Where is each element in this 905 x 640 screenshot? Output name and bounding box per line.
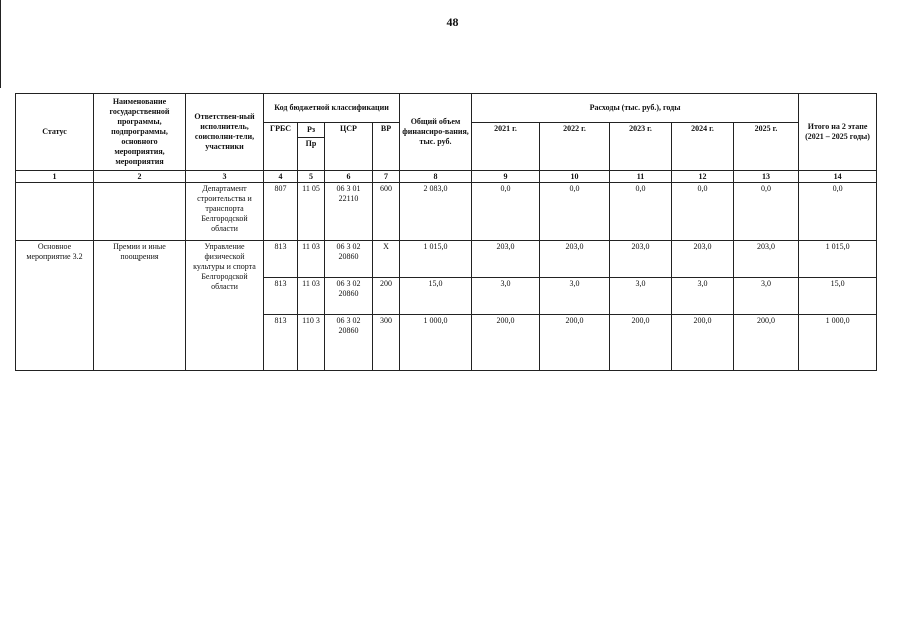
header-vr: ВР: [373, 123, 400, 171]
header-budget-code: Код бюджетной классификации: [264, 94, 400, 123]
cell-rz-pr: 110 3: [298, 315, 325, 371]
header-stage-total: Итого на 2 этапе (2021 – 2025 годы): [799, 94, 877, 171]
cell-2024: 0,0: [672, 183, 734, 241]
cell-csr: 06 3 01 22110: [325, 183, 373, 241]
cell-grbs: 807: [264, 183, 298, 241]
cell-csr: 06 3 02 20860: [325, 241, 373, 278]
cell-total: 15,0: [400, 278, 472, 315]
cell-2025: 3,0: [734, 278, 799, 315]
cell-2025: 0,0: [734, 183, 799, 241]
column-number: 11: [610, 171, 672, 183]
cell-2023: 200,0: [610, 315, 672, 371]
column-number: 2: [94, 171, 186, 183]
column-number: 14: [799, 171, 877, 183]
cell-rz-pr: 11 05: [298, 183, 325, 241]
header-total-volume: Общий объем финансиро-вания, тыс. руб.: [400, 94, 472, 171]
cell-2025: 200,0: [734, 315, 799, 371]
cell-2023: 3,0: [610, 278, 672, 315]
column-number: 4: [264, 171, 298, 183]
cell-total: 2 083,0: [400, 183, 472, 241]
cell-2022: 3,0: [540, 278, 610, 315]
page-number: 48: [446, 15, 459, 29]
cell-2021: 0,0: [472, 183, 540, 241]
cell-2021: 203,0: [472, 241, 540, 278]
header-rz: Рз: [298, 123, 325, 138]
cell-responsible: Департамент строительства и транспорта Белгородской области: [186, 183, 264, 241]
cell-rz-pr: 11 03: [298, 278, 325, 315]
cell-2021: 200,0: [472, 315, 540, 371]
column-number: 8: [400, 171, 472, 183]
cell-stage-total: 0,0: [799, 183, 877, 241]
cell-csr: 06 3 02 20860: [325, 315, 373, 371]
column-number-row: [16, 171, 877, 183]
cell-grbs: 813: [264, 278, 298, 315]
cell-2023: 0,0: [610, 183, 672, 241]
column-number: 7: [373, 171, 400, 183]
cell-name: [94, 183, 186, 241]
header-csr: ЦСР: [325, 123, 373, 171]
cell-vr: Х: [373, 241, 400, 278]
header-year-2025: 2025 г.: [734, 123, 799, 171]
budget-table: [15, 93, 877, 371]
left-margin-rule: [0, 0, 1, 88]
cell-2022: 203,0: [540, 241, 610, 278]
header-name: Наименование государственной программы, подпрограммы, основного мероприятия, мероприятия: [94, 94, 186, 171]
cell-grbs: 813: [264, 241, 298, 278]
cell-rz-pr: 11 03: [298, 241, 325, 278]
cell-2023: 203,0: [610, 241, 672, 278]
column-number: 3: [186, 171, 264, 183]
header-year-2024: 2024 г.: [672, 123, 734, 171]
header-row-1: [16, 94, 877, 123]
cell-total: 1 015,0: [400, 241, 472, 278]
header-responsible: Ответствен-ный исполнитель, соисполни-тели, участники: [186, 94, 264, 171]
cell-2024: 203,0: [672, 241, 734, 278]
cell-2024: 200,0: [672, 315, 734, 371]
cell-grbs: 813: [264, 315, 298, 371]
cell-total: 1 000,0: [400, 315, 472, 371]
column-number: 9: [472, 171, 540, 183]
cell-status: Основное мероприятие 3.2: [16, 241, 94, 371]
column-number: 12: [672, 171, 734, 183]
header-year-2022: 2022 г.: [540, 123, 610, 171]
cell-2025: 203,0: [734, 241, 799, 278]
cell-responsible: Управление физической культуры и спорта Белгородской области: [186, 241, 264, 371]
cell-stage-total: 15,0: [799, 278, 877, 315]
cell-vr: 200: [373, 278, 400, 315]
header-pr: Пр: [298, 138, 325, 171]
cell-2022: 0,0: [540, 183, 610, 241]
cell-vr: 300: [373, 315, 400, 371]
cell-stage-total: 1 015,0: [799, 241, 877, 278]
header-year-2021: 2021 г.: [472, 123, 540, 171]
cell-name: Премии и иные поощрения: [94, 241, 186, 371]
header-grbs: ГРБС: [264, 123, 298, 171]
header-year-2023: 2023 г.: [610, 123, 672, 171]
column-number: 13: [734, 171, 799, 183]
column-number: 10: [540, 171, 610, 183]
cell-2021: 3,0: [472, 278, 540, 315]
column-number: 6: [325, 171, 373, 183]
cell-stage-total: 1 000,0: [799, 315, 877, 371]
column-number: 5: [298, 171, 325, 183]
table-row: [16, 183, 877, 241]
cell-2022: 200,0: [540, 315, 610, 371]
column-number: 1: [16, 171, 94, 183]
cell-csr: 06 3 02 20860: [325, 278, 373, 315]
cell-vr: 600: [373, 183, 400, 241]
cell-2024: 3,0: [672, 278, 734, 315]
header-status: Статус: [16, 94, 94, 171]
cell-status: [16, 183, 94, 241]
table-row: [16, 241, 877, 278]
header-expenses: Расходы (тыс. руб.), годы: [472, 94, 799, 123]
